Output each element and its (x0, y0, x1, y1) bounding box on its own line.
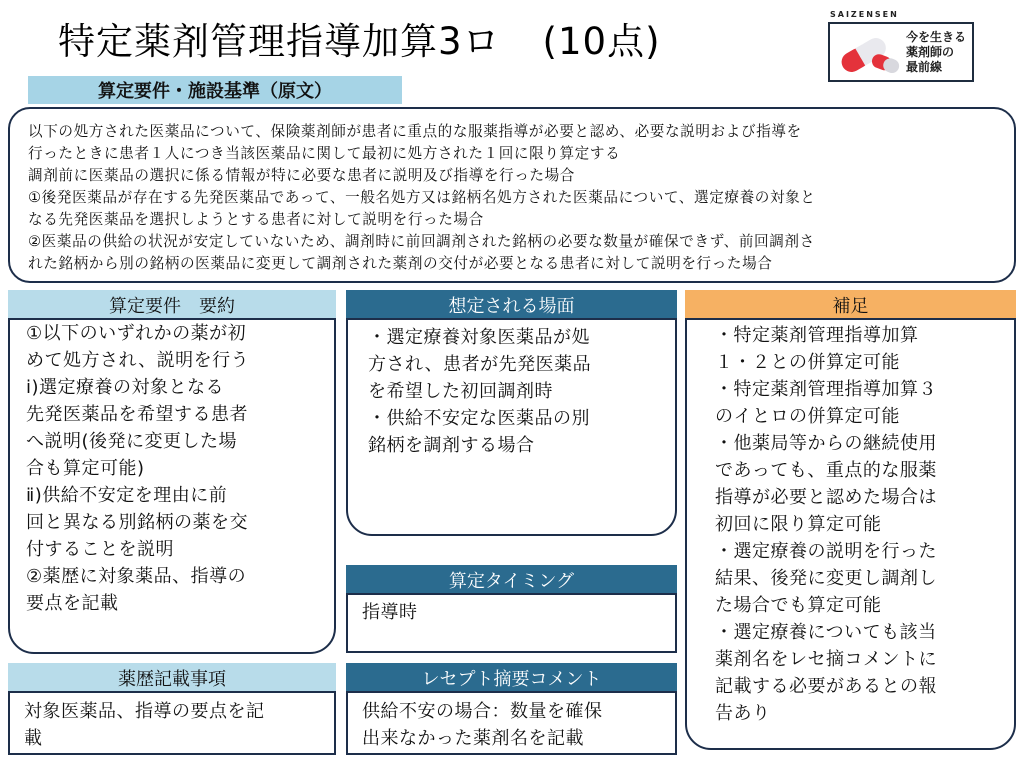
title-points: (10点) (542, 20, 661, 63)
requirements-line: 調剤前に医薬品の選択に係る情報が特に必要な患者に説明及び指導を行った場合 (28, 167, 575, 184)
supplement-line: ・選定療養の説明を行った (715, 541, 937, 562)
summary-line: 付することを説明 (26, 539, 174, 560)
requirements-line: れた銘柄から別の銘柄の医薬品に変更して調剤された薬剤の交付が必要となる患者に対して説明を行った場合 (28, 255, 773, 272)
summary-line: 回と異なる別銘柄の薬を交 (26, 512, 248, 533)
summary-line: へ説明(後発に変更した場 (26, 431, 238, 452)
page-title (58, 16, 661, 68)
summary-line: ⅰ)選定療養の対象となる (26, 377, 225, 398)
scene-line: ・供給不安定な医薬品の別 (368, 408, 590, 429)
summary-box (8, 318, 336, 654)
summary-label: 算定要件 要約 (8, 290, 336, 320)
record-line: 対象医薬品、指導の要点を記 (24, 701, 265, 722)
requirements-line: ②医薬品の供給の状況が安定していないため、調剤時に前回調剤された銘柄の必要な数量が確保できず、前回調剤さ (28, 233, 815, 250)
supplement-line: 記載する必要があるとの報 (715, 676, 937, 697)
scene-line: を希望した初回調剤時 (368, 381, 553, 402)
supplement-label: 補足 (685, 290, 1016, 320)
requirements-line: 行ったときに患者１人につき当該医薬品に関して最初に処方された１回に限り算定する (28, 145, 621, 162)
supplement-line: ・特定薬剤管理指導加算 (715, 325, 919, 346)
supplement-line: ・特定薬剤管理指導加算３ (715, 379, 937, 400)
supplement-line: 指導が必要と認めた場合は (715, 487, 937, 508)
requirements-original-box (8, 107, 1016, 283)
supplement-line: であっても、重点的な服薬 (715, 460, 937, 481)
scene-line: 銘柄を調剤する場合 (368, 435, 535, 456)
receipt-box (346, 691, 677, 755)
supplement-line: 初回に限り算定可能 (715, 514, 882, 535)
summary-line: ①以下のいずれかの薬が初 (26, 323, 247, 344)
summary-line: ②薬歴に対象薬品、指導の (26, 566, 247, 587)
receipt-label: レセプト摘要コメント (346, 663, 677, 693)
record-box (8, 691, 336, 755)
timing-box (346, 593, 677, 653)
scene-line: ・選定療養対象医薬品が処 (368, 327, 590, 348)
receipt-line: 出来なかった薬剤名を記載 (362, 728, 584, 749)
supplement-line: １・２との併算定可能 (715, 352, 900, 373)
requirements-original-label: 算定要件・施設基準（原文） (28, 76, 402, 104)
supplement-line: ・他薬局等からの継続使用 (715, 433, 937, 454)
summary-line: 先発医薬品を希望する患者 (26, 404, 248, 425)
supplement-line: のイとロの併算定可能 (715, 406, 900, 427)
logo-brand: SAIZENSEN (830, 10, 899, 19)
timing-label: 算定タイミング (346, 565, 677, 595)
record-line: 載 (24, 728, 43, 749)
receipt-line: 供給不安の場合：数量を確保 (362, 701, 603, 722)
supplement-line: 結果、後発に変更し調剤し (715, 568, 937, 589)
title-main: 特定薬剤管理指導加算3ロ (58, 20, 501, 63)
record-label: 薬歴記載事項 (8, 663, 336, 693)
summary-line: ⅱ)供給不安定を理由に前 (26, 485, 228, 506)
requirements-line: 以下の処方された医薬品について、保険薬剤師が患者に重点的な服薬指導が必要と認め、必要な説明および指導を (28, 123, 802, 140)
scene-label: 想定される場面 (346, 290, 677, 320)
summary-line: 合も算定可能) (26, 458, 145, 479)
logo (822, 10, 976, 86)
scene-line: 方され、患者が先発医薬品 (368, 354, 592, 375)
supplement-line: 告あり (715, 703, 771, 724)
requirements-line: ①後発医薬品が存在する先発医薬品であって、一般名処方又は銘柄名処方された医薬品について、選定療養の対象と (28, 189, 816, 206)
supplement-line: 薬剤名をレセ摘コメントに (715, 649, 937, 670)
supplement-line: ・選定療養についても該当 (715, 622, 937, 643)
summary-line: めて処方され、説明を行う (26, 350, 250, 371)
timing-line: 指導時 (362, 602, 418, 623)
logo-tagline: 今を生きる 薬剤師の 最前線 (906, 30, 967, 74)
scene-box (346, 318, 677, 536)
summary-line: 要点を記載 (26, 593, 119, 614)
requirements-line: なる先発医薬品を選択しようとする患者に対して説明を行った場合 (28, 211, 484, 228)
capsule-icon (832, 26, 906, 80)
supplement-line: た場合でも算定可能 (715, 595, 882, 616)
supplement-box (685, 318, 1016, 750)
